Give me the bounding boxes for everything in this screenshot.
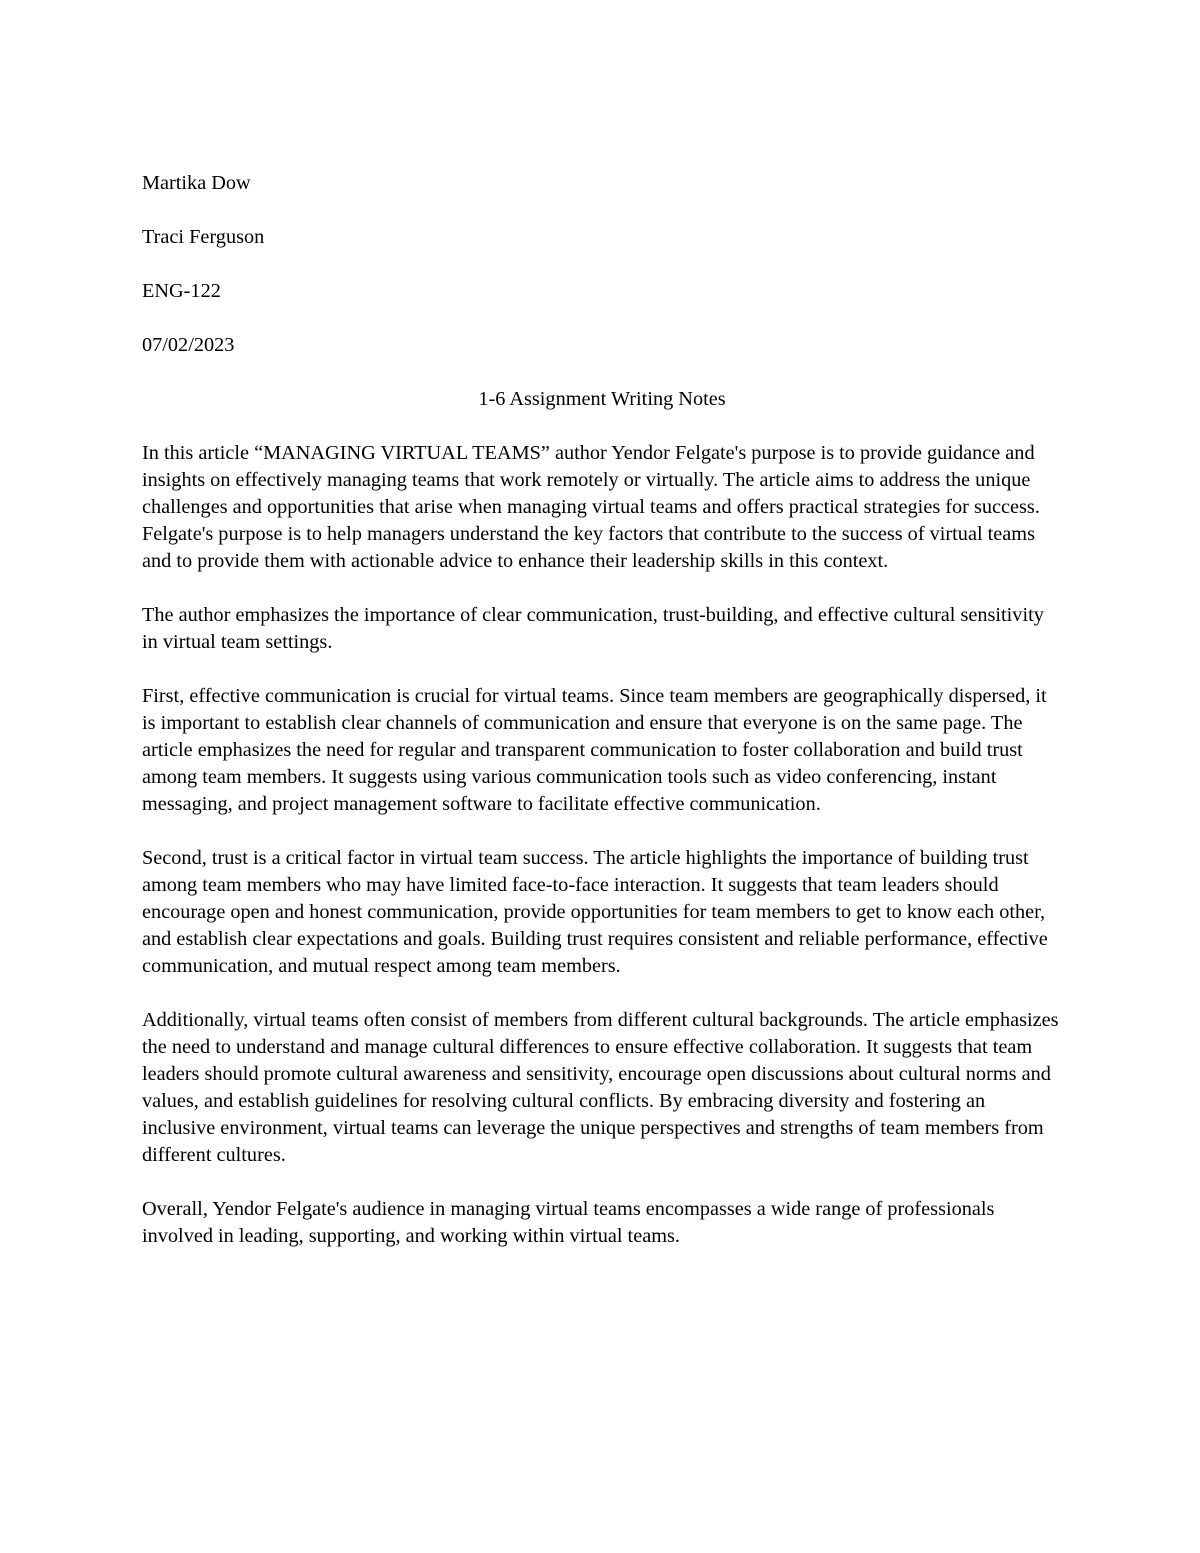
- paragraph-purpose: In this article “MANAGING VIRTUAL TEAMS” author Yendor Felgate's purpose is to provide guidance and insights on effectively managing teams that work remotely or virtually. The article aims to address the unique challenges and opportunities that arise when managing virtual teams and offers practical strategies for success. Felgate's purpose is to help managers understand the key factors that contribute to the success of virtual teams and to provide them with actionable advice to enhance their leadership skills in this context.: [142, 442, 1040, 572]
- instructor-name: Traci Ferguson: [142, 226, 265, 248]
- paragraph-audience: Overall, Yendor Felgate's audience in managing virtual teams encompasses a wide range of professionals involved in leading, supporting, and working within virtual teams.: [142, 1198, 995, 1247]
- student-name: Martika Dow: [142, 172, 251, 194]
- document-title: 1-6 Assignment Writing Notes: [478, 388, 726, 410]
- course-code: ENG-122: [142, 280, 221, 302]
- paragraph-emphasis: The author emphasizes the importance of clear communication, trust-building, and effective cultural sensitivity in virtual team settings.: [142, 604, 1044, 653]
- paragraph-communication: First, effective communication is crucial for virtual teams. Since team members are geographically dispersed, it is important to establish clear channels of communication and ensure that everyone is on the same page. The article emphasizes the need for regular and transparent communication to foster collaboration and build trust among team members. It suggests using various communication tools such as video conferencing, instant messaging, and project management software to facilitate effective communication.: [142, 685, 1047, 815]
- paragraph-culture: Additionally, virtual teams often consist of members from different cultural backgrounds. The article emphasizes the need to understand and manage cultural differences to ensure effective collaboration. It suggests that team leaders should promote cultural awareness and sensitivity, encourage open discussions about cultural norms and values, and establish guidelines for resolving cultural conflicts. By embracing diversity and fostering an inclusive environment, virtual teams can leverage the unique perspectives and strengths of team members from different cultures.: [142, 1009, 1059, 1166]
- document-body: [142, 170, 1062, 1250]
- paragraph-trust: Second, trust is a critical factor in virtual team success. The article highlights the importance of building trust among team members who may have limited face-to-face interaction. It suggests that team leaders should encourage open and honest communication, provide opportunities for team members to get to know each other, and establish clear expectations and goals. Building trust requires consistent and reliable performance, effective communication, and mutual respect among team members.: [142, 847, 1048, 977]
- document-date: 07/02/2023: [142, 334, 235, 356]
